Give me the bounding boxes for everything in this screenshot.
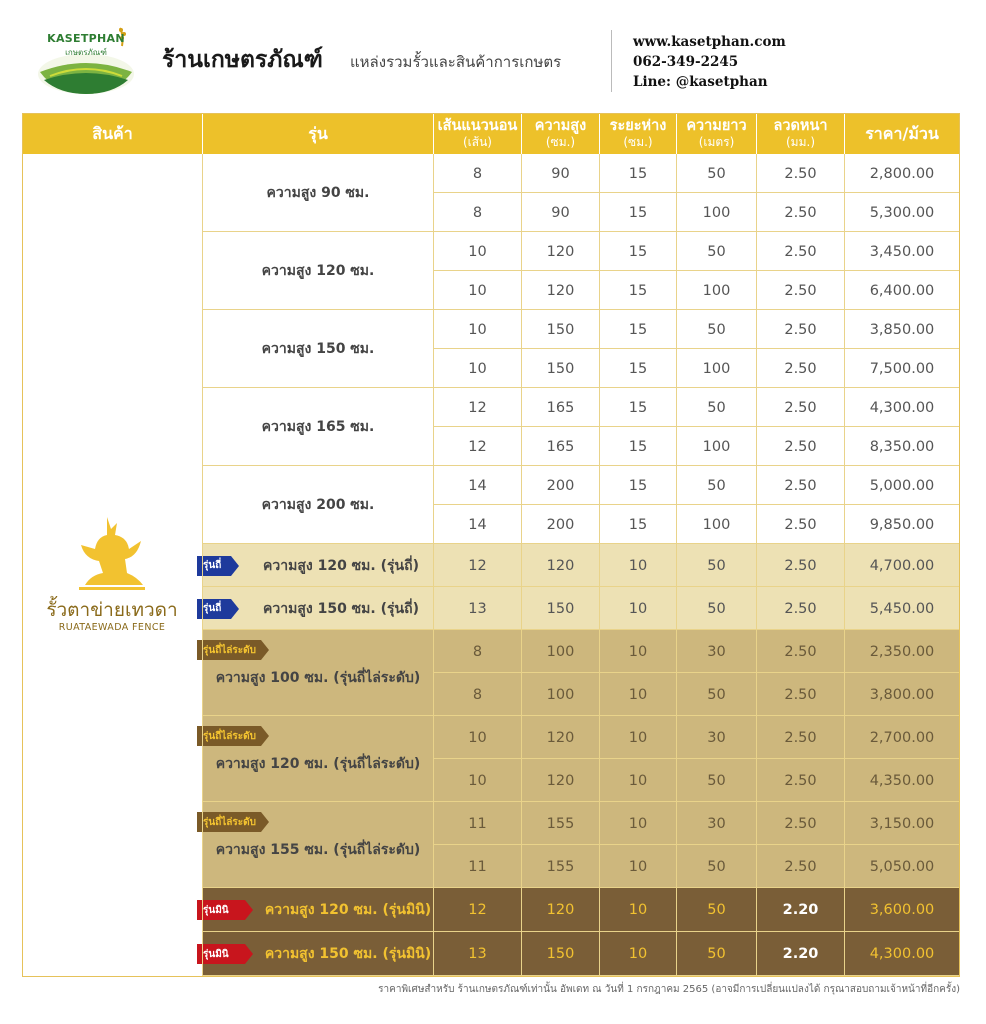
model-label: ความสูง 120 ซม. (รุ่นมินิ)	[264, 902, 432, 918]
col-header-product: สินค้า	[23, 114, 202, 154]
model-badge: รุ่นถี่ไล่ระดับ	[197, 640, 261, 660]
table-cell: 8	[472, 643, 483, 660]
table-cell: 2.50	[784, 438, 817, 455]
kasetphan-logo	[36, 24, 136, 96]
table-cell: 7,500.00	[869, 360, 935, 377]
table-cell: 155	[546, 815, 575, 832]
line-id[interactable]: Line: @kasetphan	[633, 74, 768, 90]
table-cell: 200	[546, 477, 575, 494]
model-cell	[203, 802, 433, 888]
model-badge: รุ่นถี่	[197, 599, 231, 619]
model-label: ความสูง 120 ซม.	[261, 263, 375, 279]
model-cell	[203, 544, 433, 587]
table-cell: 50	[707, 946, 726, 962]
table-cell: 15	[628, 204, 648, 221]
table-cell: 120	[546, 772, 575, 789]
table-cell: 3,850.00	[869, 321, 935, 338]
col-header-height-unit: (ซม.)	[545, 135, 576, 149]
model-label: ความสูง 100 ซม. (รุ่นถี่ไล่ระดับ)	[215, 670, 421, 686]
table-cell: 8,350.00	[869, 438, 935, 455]
table-cell: 5,000.00	[869, 477, 935, 494]
table-cell: 10	[468, 772, 487, 789]
table-cell: 15	[628, 282, 648, 299]
table-cell: 10	[628, 557, 648, 574]
table-cell: 50	[707, 557, 726, 574]
model-label: ความสูง 200 ซม.	[261, 497, 375, 513]
table-cell: 100	[546, 686, 575, 703]
table-cell: 50	[707, 477, 726, 494]
table-cell: 3,600.00	[869, 902, 935, 918]
table-cell: 14	[468, 516, 487, 533]
table-cell: 2.50	[784, 165, 817, 182]
table-cell: 120	[546, 243, 575, 260]
col-header-height-label: ความสูง	[534, 118, 587, 134]
table-cell: 150	[546, 321, 575, 338]
model-cell	[203, 587, 433, 630]
table-cell: 15	[628, 399, 648, 416]
table-cell: 11	[468, 858, 487, 875]
table-cell: 12	[468, 399, 487, 416]
col-header-spacing-unit: (ซม.)	[623, 135, 653, 149]
model-cell	[203, 466, 433, 544]
table-cell: 150	[546, 360, 575, 377]
table-cell: 12	[468, 557, 487, 574]
table-cell: 8	[472, 686, 483, 703]
table-cell: 9,850.00	[869, 516, 935, 533]
model-cell	[203, 630, 433, 716]
product-cell	[22, 515, 202, 645]
model-label: ความสูง 150 ซม. (รุ่นมินิ)	[264, 946, 432, 962]
column-divider	[756, 154, 757, 976]
table-cell: 15	[628, 360, 648, 377]
table-cell: 2.50	[784, 243, 817, 260]
table-cell: 200	[546, 516, 575, 533]
model-badge: รุ่นมินิ	[197, 900, 245, 920]
table-cell: 30	[707, 643, 726, 660]
column-divider	[433, 154, 434, 976]
table-cell: 4,350.00	[869, 772, 935, 789]
table-cell: 165	[546, 399, 575, 416]
table-cell: 120	[546, 729, 575, 746]
header-divider	[611, 30, 612, 92]
column-divider	[599, 154, 600, 976]
table-cell: 2.50	[784, 477, 817, 494]
table-cell: 2.20	[782, 946, 819, 962]
table-cell: 10	[628, 858, 648, 875]
table-cell: 2.50	[784, 772, 817, 789]
model-badge: รุ่นถี่	[197, 556, 231, 576]
table-cell: 2.50	[784, 858, 817, 875]
model-cell	[203, 154, 433, 232]
table-cell: 10	[628, 772, 648, 789]
table-cell: 5,050.00	[869, 858, 935, 875]
model-cell	[203, 932, 433, 976]
model-cell	[203, 888, 433, 932]
table-cell: 15	[628, 243, 648, 260]
table-cell: 50	[707, 858, 726, 875]
table-cell: 11	[468, 815, 487, 832]
table-cell: 14	[468, 477, 487, 494]
table-cell: 15	[628, 321, 648, 338]
table-cell: 12	[468, 902, 487, 918]
table-cell: 2,800.00	[869, 165, 935, 182]
product-name-en: RUATAEWADA FENCE	[58, 622, 166, 633]
table-cell: 30	[707, 815, 726, 832]
table-cell: 2.50	[784, 282, 817, 299]
model-badge: รุ่นถี่ไล่ระดับ	[197, 726, 261, 746]
table-cell: 13	[468, 946, 487, 962]
table-cell: 100	[702, 516, 731, 533]
table-cell: 2.50	[784, 815, 817, 832]
col-header-price: ราคา/ม้วน	[845, 114, 959, 154]
table-cell: 8	[472, 204, 483, 221]
table-cell: 50	[707, 399, 726, 416]
table-cell: 100	[702, 282, 731, 299]
table-cell: 10	[468, 243, 487, 260]
table-cell: 2.50	[784, 686, 817, 703]
model-label: ความสูง 150 ซม. (รุ่นถี่)	[263, 600, 419, 617]
table-cell: 10	[628, 686, 648, 703]
table-cell: 10	[628, 643, 648, 660]
model-badge: รุ่นมินิ	[197, 944, 245, 964]
table-cell: 4,700.00	[869, 557, 935, 574]
row-divider	[203, 975, 959, 976]
col-header-model: รุ่น	[203, 114, 433, 154]
table-cell: 10	[468, 360, 487, 377]
table-cell: 2.50	[784, 600, 817, 617]
table-cell: 165	[546, 438, 575, 455]
table-cell: 2.50	[784, 360, 817, 377]
table-cell: 10	[468, 729, 487, 746]
model-label: ความสูง 165 ซม.	[261, 419, 375, 435]
website-link[interactable]: www.kasetphan.com	[633, 34, 786, 50]
table-cell: 100	[702, 438, 731, 455]
col-header-horizontal-lines-unit: (เส้น)	[463, 135, 492, 149]
model-label: ความสูง 155 ซม. (รุ่นถี่ไล่ระดับ)	[215, 842, 421, 858]
table-cell: 155	[546, 858, 575, 875]
product-name: รั้วตาข่ายเทวดา	[46, 599, 178, 621]
table-cell: 12	[468, 438, 487, 455]
table-cell: 30	[707, 729, 726, 746]
table-cell: 10	[468, 282, 487, 299]
table-cell: 100	[702, 204, 731, 221]
table-cell: 15	[628, 165, 648, 182]
table-cell: 10	[628, 815, 648, 832]
table-cell: 3,450.00	[869, 243, 935, 260]
table-cell: 120	[546, 902, 575, 918]
table-cell: 2.50	[784, 557, 817, 574]
table-cell: 2.50	[784, 399, 817, 416]
table-cell: 8	[472, 165, 483, 182]
table-cell: 2.50	[784, 204, 817, 221]
col-header-horizontal-lines	[434, 114, 521, 154]
col-header-wire-thickness	[757, 114, 844, 154]
table-cell: 50	[707, 902, 726, 918]
shop-tagline: แหล่งรวมรั้วและสินค้าการเกษตร	[350, 53, 562, 71]
table-cell: 50	[707, 686, 726, 703]
table-cell: 50	[707, 772, 726, 789]
table-cell: 10	[628, 600, 648, 617]
contact-info	[633, 32, 786, 92]
table-cell: 15	[628, 438, 648, 455]
model-label: ความสูง 120 ซม. (รุ่นถี่ไล่ระดับ)	[215, 756, 421, 772]
shop-name: ร้านเกษตรภัณฑ์	[162, 46, 323, 73]
col-header-wire-thickness-unit: (มม.)	[786, 135, 815, 149]
table-cell: 2.50	[784, 729, 817, 746]
table-cell: 13	[468, 600, 487, 617]
model-badge: รุ่นถี่ไล่ระดับ	[197, 812, 261, 832]
col-header-height	[522, 114, 599, 154]
col-header-spacing-label: ระยะห่าง	[609, 118, 667, 134]
model-label: ความสูง 90 ซม.	[266, 185, 370, 201]
table-cell: 4,300.00	[869, 399, 935, 416]
table-cell: 2.50	[784, 643, 817, 660]
table-cell: 2.50	[784, 321, 817, 338]
column-divider	[521, 154, 522, 976]
col-header-length-label: ความยาว	[686, 118, 747, 134]
table-cell: 90	[551, 204, 570, 221]
angel-icon	[77, 515, 147, 595]
col-header-length-unit: (เมตร)	[698, 135, 735, 149]
table-cell: 50	[707, 600, 726, 617]
table-cell: 10	[628, 902, 648, 918]
logo-text: KASETPHAN	[47, 32, 125, 45]
table-cell: 2.20	[782, 902, 819, 918]
page-header	[0, 0, 986, 110]
table-cell: 120	[546, 557, 575, 574]
column-divider	[676, 154, 677, 976]
model-cell	[203, 310, 433, 388]
table-cell: 10	[628, 946, 648, 962]
table-cell: 120	[546, 282, 575, 299]
col-header-length	[677, 114, 756, 154]
table-cell: 15	[628, 477, 648, 494]
col-header-wire-thickness-label: ลวดหนา	[773, 118, 828, 134]
table-cell: 50	[707, 321, 726, 338]
table-cell: 100	[702, 360, 731, 377]
table-cell: 3,150.00	[869, 815, 935, 832]
table-cell: 2,700.00	[869, 729, 935, 746]
model-label: ความสูง 120 ซม. (รุ่นถี่)	[263, 557, 419, 574]
table-cell: 90	[551, 165, 570, 182]
table-cell: 10	[628, 729, 648, 746]
model-cell	[203, 388, 433, 466]
table-cell: 2.50	[784, 516, 817, 533]
table-cell: 10	[468, 321, 487, 338]
model-label: ความสูง 150 ซม.	[261, 341, 375, 357]
phone-number[interactable]: 062-349-2245	[633, 54, 739, 70]
footer-note: ราคาพิเศษสำหรับ ร้านเกษตรภัณฑ์เท่านั้น อัพเดท ณ วันที่ 1 กรกฎาคม 2565 (อาจมีการเปลี่ยนแปลงได้ กรุณาสอบถามเจ้าหน้าที่อีกครั้ง)	[378, 984, 960, 995]
table-cell: 50	[707, 165, 726, 182]
column-divider	[844, 154, 845, 976]
table-cell: 5,450.00	[869, 600, 935, 617]
table-cell: 100	[546, 643, 575, 660]
col-header-spacing	[600, 114, 676, 154]
model-cell	[203, 232, 433, 310]
col-header-horizontal-lines-label: เส้นแนวนอน	[437, 118, 518, 134]
logo-subtext: เกษตรภัณฑ์	[65, 48, 107, 57]
table-cell: 15	[628, 516, 648, 533]
table-cell: 50	[707, 243, 726, 260]
table-cell: 6,400.00	[869, 282, 935, 299]
table-cell: 4,300.00	[869, 946, 935, 962]
table-cell: 5,300.00	[869, 204, 935, 221]
table-cell: 150	[546, 946, 575, 962]
model-cell	[203, 716, 433, 802]
table-cell: 2,350.00	[869, 643, 935, 660]
table-cell: 150	[546, 600, 575, 617]
table-cell: 3,800.00	[869, 686, 935, 703]
column-divider	[202, 154, 203, 976]
